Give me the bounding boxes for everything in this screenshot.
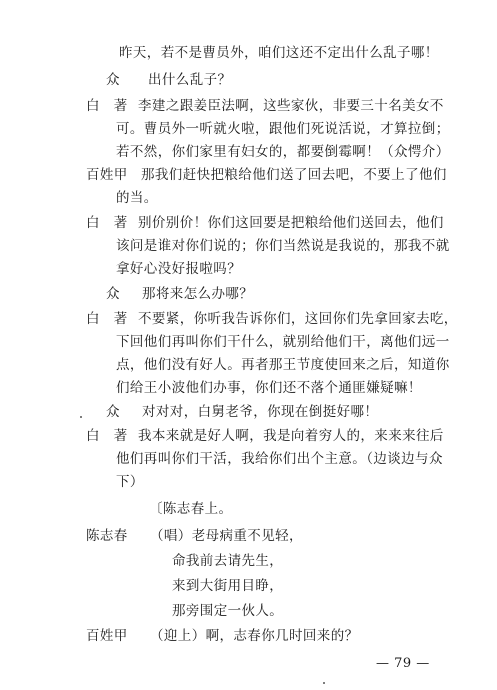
- text-line: 他们再叫你们干活，我给你们出个主意。（边谈边与众: [116, 451, 443, 467]
- page-number: — 79 —: [376, 656, 430, 671]
- text-line: 们给王小波他们办事，你们还不落个通匪嫌疑嘛！: [116, 380, 422, 396]
- scan-speck: [323, 682, 325, 684]
- text-line: 拿好心没好报啦吗？: [116, 261, 242, 277]
- verse-line: （唱）老母病重不见轻，: [150, 528, 303, 544]
- speaker-label: 陈志春: [86, 528, 128, 544]
- text-line: 若不然，你们家里有妇女的，都要倒霉啊！（众愕介）: [116, 144, 450, 160]
- speaker-label: 百姓甲: [86, 628, 128, 644]
- text-line: （迎上）啊，志春你几时回来的？: [150, 628, 359, 644]
- scan-speck: [80, 416, 82, 418]
- text-line: 那我们赶快把粮给他们送了回去吧，不要上了他们: [141, 167, 447, 183]
- text-line: 昨天，若不是曹员外，咱们这还不定出什么乱子哪！: [119, 45, 439, 61]
- speaker-label: 白 著: [86, 428, 128, 444]
- stage-direction: 〔陈志春上。: [149, 501, 233, 517]
- text-line: 点，他们没有好人。再者那王节度使回来之后，知道你: [116, 357, 450, 373]
- speaker-label: 白 著: [86, 215, 128, 231]
- text-line: 下）: [116, 474, 144, 490]
- text-line: 下回他们再叫你们干什么，就别给他们干，离他们远一: [116, 334, 450, 350]
- text-line: 那将来怎么办哪？: [142, 286, 254, 302]
- text-line: 可。曹员外一听就火啦，跟他们死说活说，才算拉倒；: [116, 121, 450, 137]
- text-line: 别价别价！你们这回要是把粮给他们送回去，他们: [138, 215, 444, 231]
- text-line: 我本来就是好人啊，我是向着穷人的，来来来往后: [138, 428, 444, 444]
- text-line: 李建之跟姜臣法啊，这些家伙，非要三十名美女不: [138, 98, 444, 114]
- text-line: 出什么乱子？: [148, 72, 232, 88]
- text-line: 不要紧，你听我告诉你们，这回你们先拿回家去吃，: [138, 311, 458, 327]
- speaker-label: 百姓甲: [86, 167, 128, 183]
- speaker-label: 众: [106, 72, 120, 88]
- speaker-label: 众: [106, 286, 120, 302]
- text-line: 的当。: [116, 190, 158, 206]
- speaker-label: 白 著: [86, 98, 128, 114]
- speaker-label: 白 著: [86, 311, 128, 327]
- speaker-label: 众: [106, 404, 120, 420]
- text-line: 该问是谁对你们说的；你们当然说是我说的，那我不就: [116, 238, 450, 254]
- text-line: 对对对，白舅老爷，你现在倒挺好哪！: [142, 404, 379, 420]
- verse-line: 来到大街用目睁，: [172, 578, 284, 594]
- verse-line: 那旁围定一伙人。: [172, 603, 284, 619]
- verse-line: 命我前去请先生，: [172, 553, 284, 569]
